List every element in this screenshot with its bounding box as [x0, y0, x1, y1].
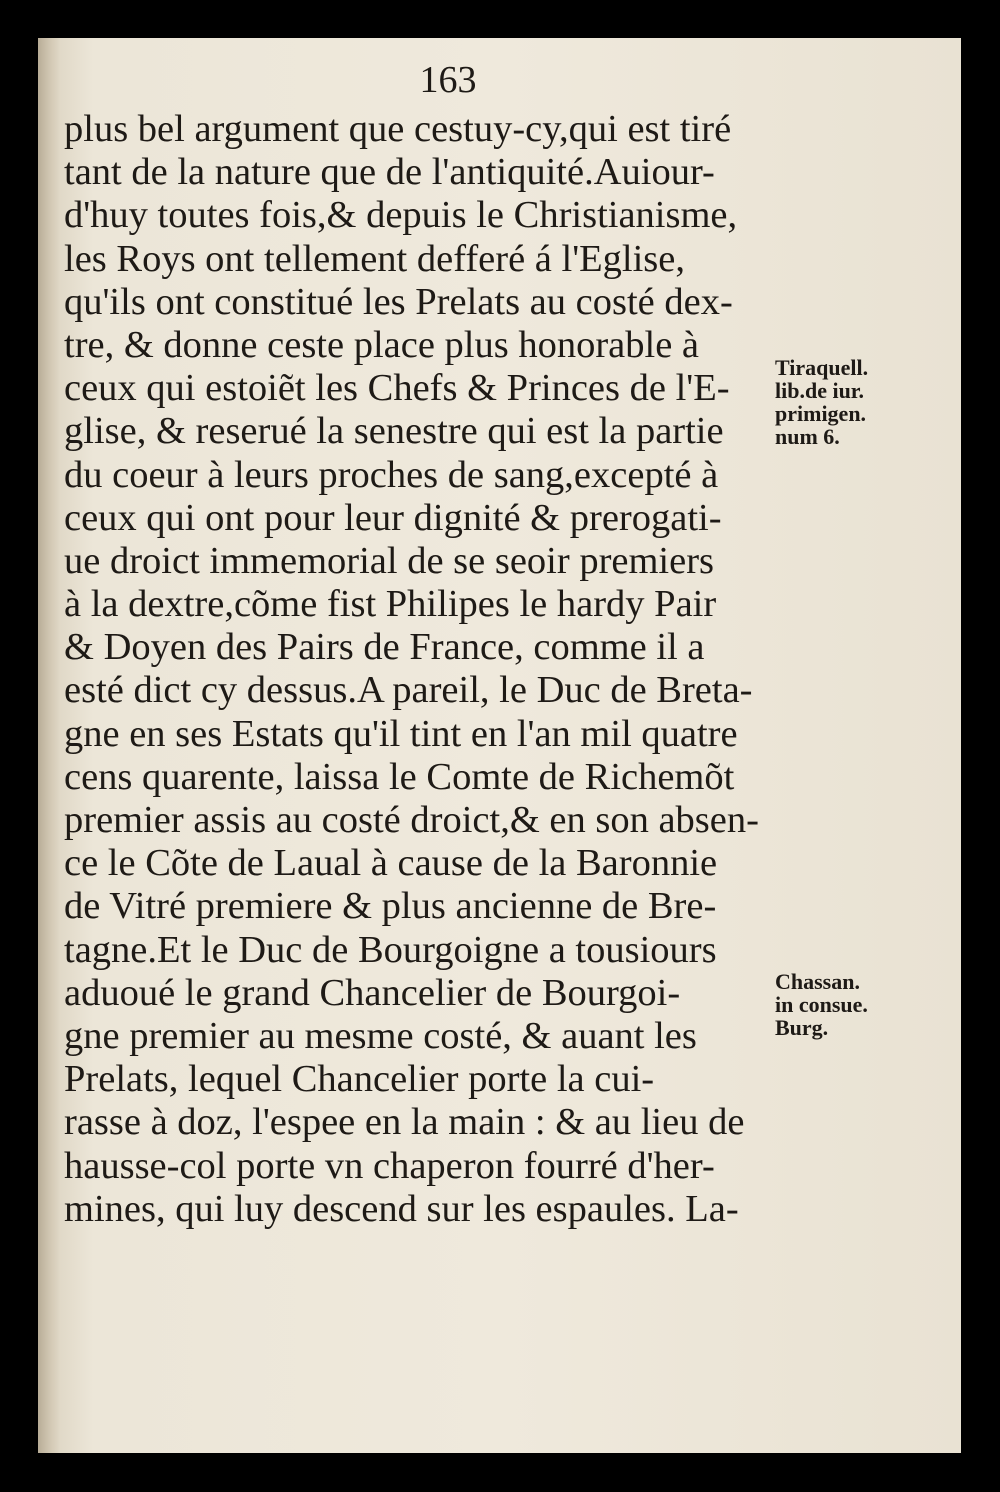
margin-note-line: primigen. [775, 401, 867, 426]
margin-note-tiraquell [775, 356, 868, 448]
text-line: tant de la nature que de l'antiquité.Auiour- [64, 151, 715, 194]
margin-note-line: Tiraquell. [775, 355, 869, 380]
text-line: Prelats, lequel Chancelier porte la cui- [64, 1058, 655, 1101]
margin-note-line: lib.de iur. [775, 378, 865, 403]
text-line: plus bel argument que cestuy-cy,qui est tiré [64, 108, 732, 150]
text-line: & Doyen des Pairs de France, comme il a [64, 626, 705, 669]
text-line: ceux qui estoiẽt les Chefs & Princes de l'E- [64, 367, 730, 410]
text-line: qu'ils ont constitué les Prelats au costé dex- [64, 280, 733, 323]
text-line: à la dextre,cõme fist Philipes le hardy Pair [64, 583, 717, 626]
margin-note-line: num 6. [775, 424, 840, 449]
text-line: d'huy toutes fois,& depuis le Christianisme, [64, 194, 738, 237]
text-line: tagne.Et le Duc de Bourgoigne a tousiours [64, 928, 717, 971]
text-line: ceux qui ont pour leur dignité & prerogati- [64, 496, 722, 539]
text-line: du coeur à leurs proches de sang,excepté à [64, 453, 719, 496]
margin-note-line: in consue. [775, 992, 868, 1017]
page-gutter [38, 38, 60, 1453]
page-number: 163 [419, 59, 477, 101]
text-line: glise, & reserué la senestre qui est la partie [64, 410, 724, 453]
text-line: premier assis au costé droict,& en son absen- [64, 799, 759, 841]
text-line: rasse à doz, l'espee en la main : & au lieu de [64, 1101, 745, 1144]
main-text-block [64, 108, 809, 1231]
text-line: aduoué le grand Chancelier de Bourgoi- [64, 971, 681, 1014]
text-line: mines, qui luy descend sur les espaules. La- [64, 1187, 739, 1230]
text-line: cens quarente, laissa le Comte de Richemõt [64, 755, 735, 798]
text-line: ce le Cõte de Laual à cause de la Baronnie [64, 842, 718, 885]
text-line: tre, & donne ceste place plus honorable à [64, 323, 700, 366]
text-line: gne en ses Estats qu'il tint en l'an mil quatre [64, 712, 738, 755]
text-line: de Vitré premiere & plus ancienne de Bre- [64, 885, 717, 928]
text-line: les Roys ont tellement defferé á l'Eglise, [64, 237, 685, 280]
margin-note-chassan [775, 970, 868, 1039]
margin-note-line: Burg. [775, 1015, 829, 1040]
text-line: esté dict cy dessus.A pareil, le Duc de Breta- [64, 669, 753, 712]
margin-note-line: Chassan. [775, 969, 860, 994]
text-line: ue droict immemorial de se seoir premiers [64, 539, 715, 582]
text-line: gne premier au mesme costé, & auant les [64, 1014, 697, 1057]
text-line: hausse-col porte vn chaperon fourré d'her- [64, 1144, 715, 1187]
book-page [38, 38, 961, 1453]
